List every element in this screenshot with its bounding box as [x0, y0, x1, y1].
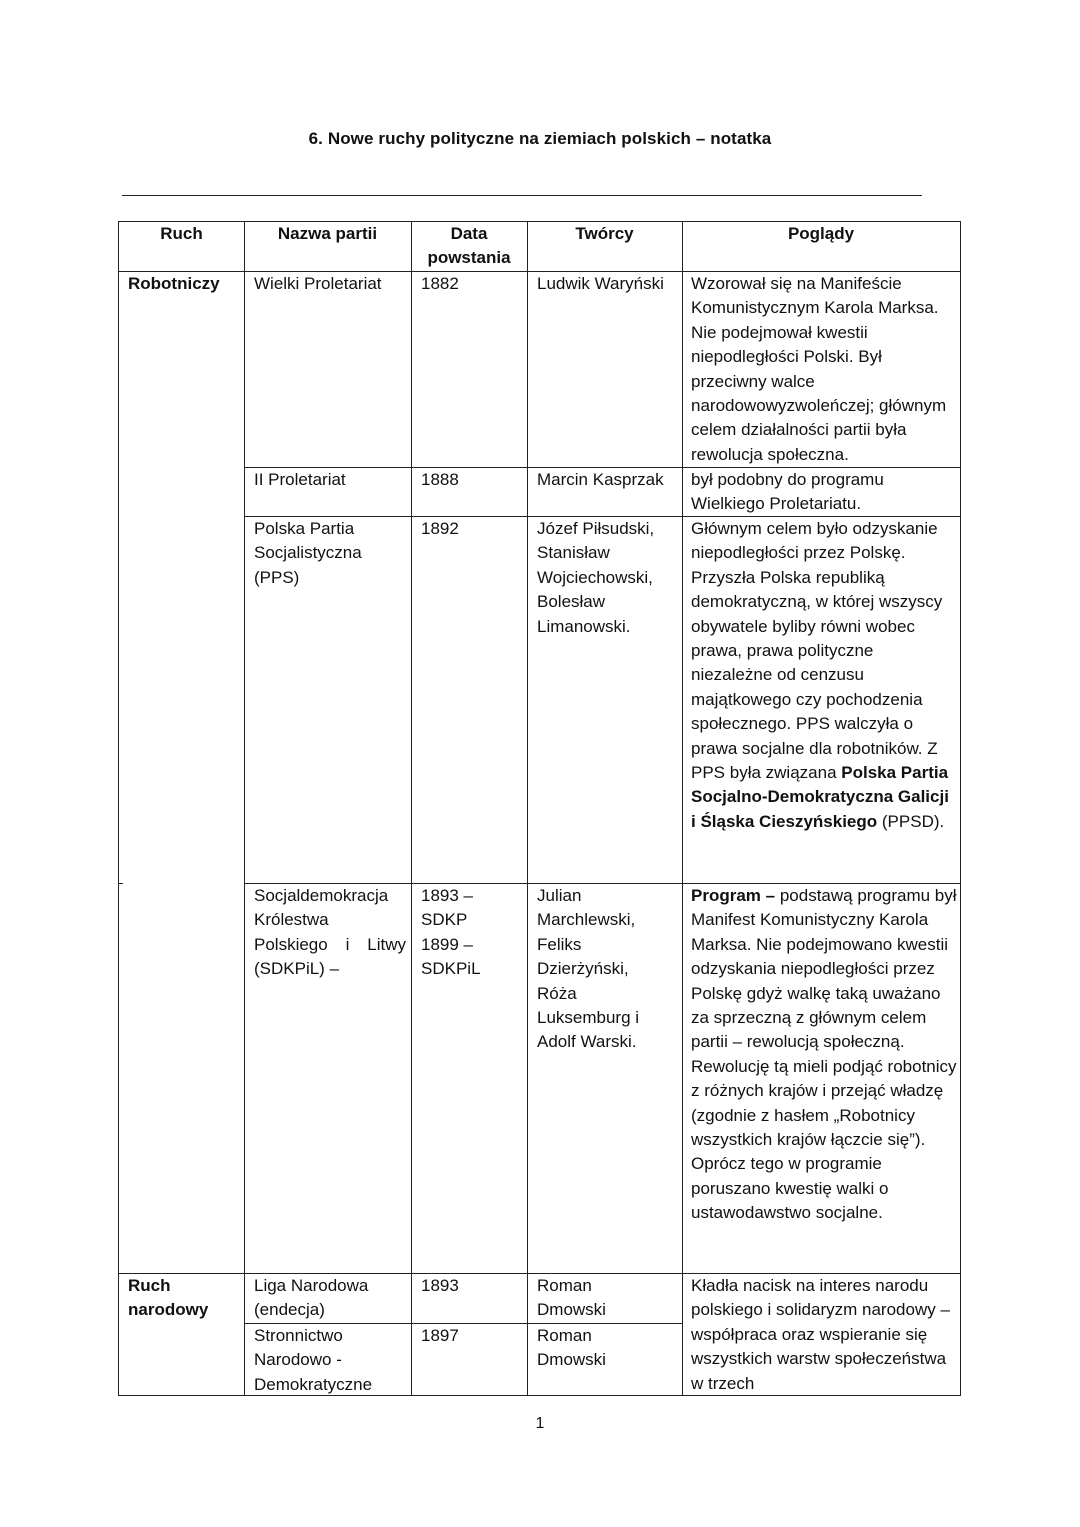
views-text-end: (PPSD). — [881, 811, 945, 831]
row-divider-stub — [119, 883, 123, 884]
column-divider — [527, 222, 528, 1395]
column-divider — [411, 222, 412, 1395]
party-views: Wzorował się na Manifeście Komunistycznym Karola Marksa. Nie podejmował kwestii niepodległości Polski. Był przeciwny walce narodowowyzwoleńczej; głównym celem działalności partii była rewolucja społeczna. — [691, 274, 947, 464]
party-date — [421, 884, 487, 982]
views-text: podstawą programu był Manifest Komunistyczny Karola Marksa. Nie podejmowano kwestii odzyskania niepodległości przez Polskę gdyż walkę taką uważano za sprzeczną z głównym celem partii – rewolucją społeczną. Rewolucję tą mieli podjąć robotnicy z różnych krajów i przejąć władzę (zgodnie z hasłem „Robotnicy wszystkich krajów łączcie się”). Oprócz tego w programie poruszano kwestię walki o ustawodawstwo socjalne. — [691, 886, 957, 1223]
document-title: 6. Nowe ruchy polityczne na ziemiach polskich – notatka — [308, 129, 772, 148]
party-name: Liga Narodowa (endecja) — [254, 1276, 369, 1320]
party-founders: Julian Marchlewski, Feliks Dzierżyński, Róża Luksemburg i Adolf Warski. — [537, 886, 640, 1052]
header-nazwa-partii: Nazwa partii — [277, 224, 378, 243]
group-ruch-narodowy: Ruch narodowy — [128, 1276, 209, 1320]
party-views: Kładła nacisk na interes narodu polskiego i solidaryzm narodowy – współpraca oraz wspieranie się wszystkich warstw społeczeństwa w trzech — [691, 1276, 950, 1393]
party-views — [691, 517, 957, 834]
party-date-sdkp: 1893 – SDKP — [421, 886, 473, 930]
header-data-powstania: Data powstania — [427, 224, 511, 268]
column-divider — [682, 222, 683, 1395]
party-views: był podobny do programu Wielkiego Proletariatu. — [691, 470, 884, 514]
views-bold-party: Polska Partia Socjalno-Demokratyczna Galicji i Śląska Cieszyńskiego — [691, 763, 949, 831]
header-tworcy: Twórcy — [575, 224, 634, 243]
party-name: Stronnictwo Narodowo - Demokratyczne — [254, 1326, 373, 1394]
party-name: Socjaldemokracja Królestwa Polskiego i Litwy (SDKPiL) – — [254, 886, 406, 979]
group-robotniczy: Robotniczy — [128, 274, 220, 293]
party-date: 1893 — [421, 1276, 459, 1295]
party-date-sdkpil: 1899 – SDKPiL — [421, 934, 481, 979]
views-text: Głównym celem było odzyskanie niepodległości przez Polskę. Przyszła Polska republiką demokratyczną, w której wszyscy obywatele byliby równi wobec prawa, prawa polityczne niezależne od cenzusu majątkowego czy pochodzenia społecznego. PPS walczyła o prawa socjalne dla robotników. Z PPS była związana — [691, 519, 943, 783]
party-name: II Proletariat — [254, 470, 346, 489]
party-founders: Marcin Kasprzak — [537, 470, 664, 489]
party-date: 1892 — [421, 519, 459, 538]
views-bold-program: Program – — [691, 886, 776, 905]
party-views — [691, 884, 957, 1226]
column-divider — [244, 222, 245, 1395]
party-founders: Ludwik Waryński — [537, 274, 664, 293]
title-divider — [122, 195, 922, 196]
page-number: 1 — [535, 1415, 545, 1432]
party-founders: Roman Dmowski — [537, 1326, 606, 1370]
party-date: 1882 — [421, 274, 459, 293]
party-founders: Józef Piłsudski, Stanisław Wojciechowski, Bolesław Limanowski. — [537, 519, 655, 636]
party-date: 1888 — [421, 470, 459, 489]
party-founders: Roman Dmowski — [537, 1276, 606, 1320]
header-poglady: Poglądy — [787, 224, 855, 243]
party-name: Polska Partia Socjalistyczna (PPS) — [254, 519, 362, 587]
header-ruch: Ruch — [160, 224, 203, 243]
parties-table — [118, 221, 961, 1396]
party-name: Wielki Proletariat — [254, 274, 382, 293]
party-date: 1897 — [421, 1326, 459, 1345]
